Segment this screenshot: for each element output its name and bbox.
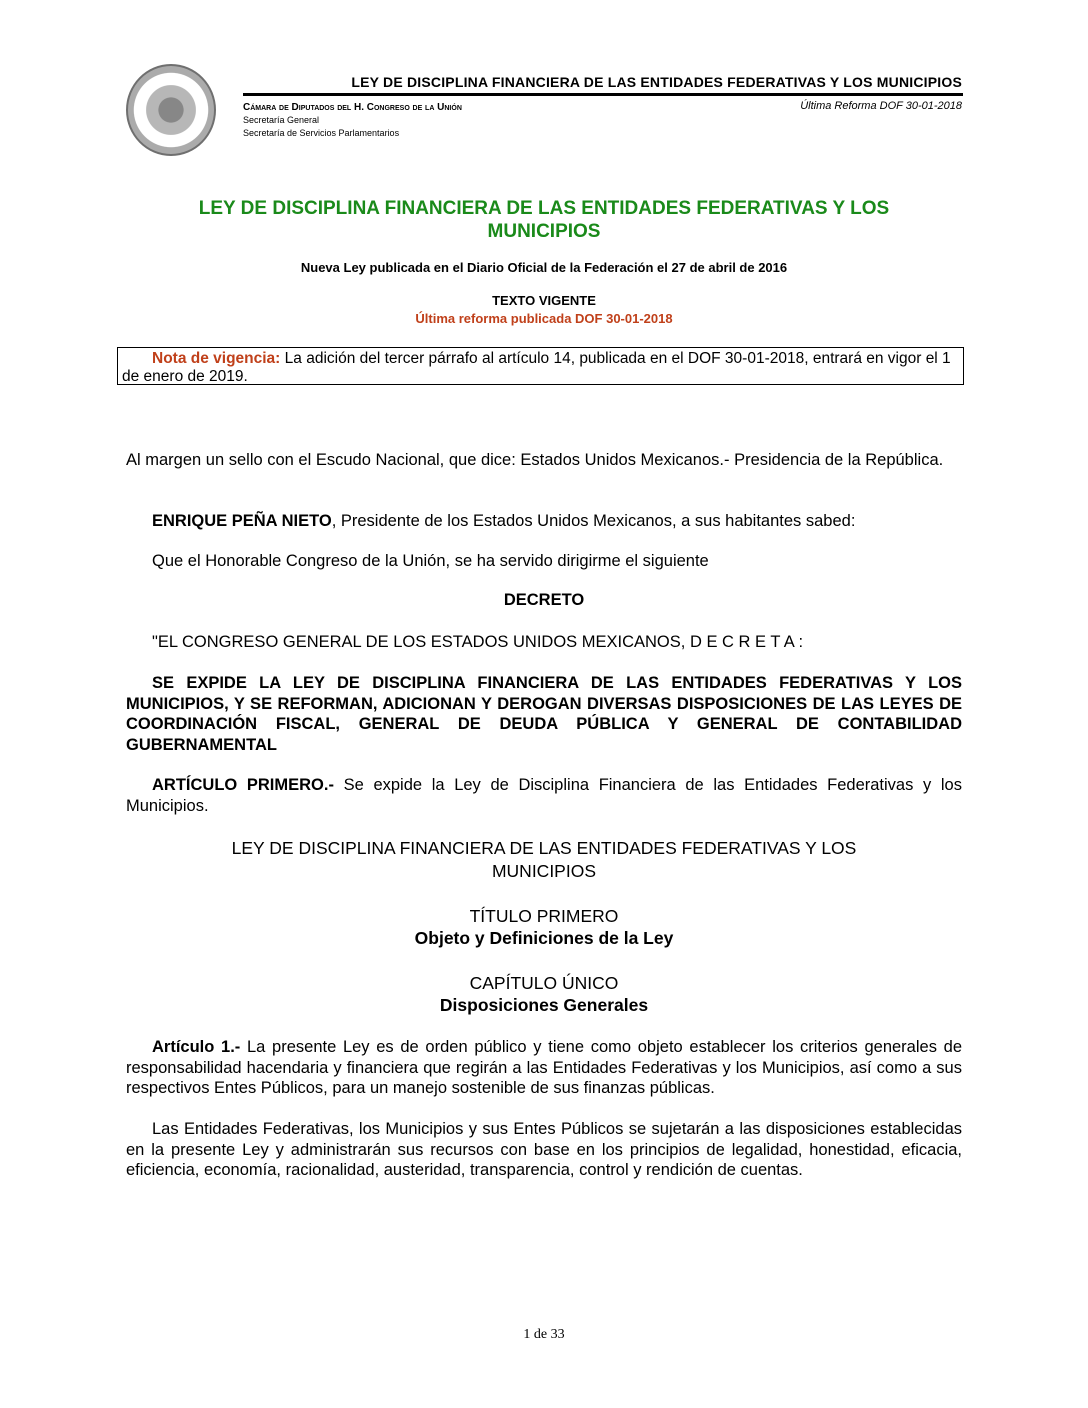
ultima-reforma: Última reforma publicada DOF 30-01-2018 <box>415 311 673 326</box>
header-title: LEY DE DISCIPLINA FINANCIERA DE LAS ENTIDADES FEDERATIVAS Y LOS MUNICIPIOS <box>351 74 962 90</box>
nota-text: La adición del tercer párrafo al artículo 14, publicada en el DOF 30-01-2018, entrará en vigor el 1 de enero de 2019. <box>122 350 951 385</box>
titulo-subheading: Objeto y Definiciones de la Ley <box>414 928 674 948</box>
decreto-heading: DECRETO <box>503 591 585 609</box>
ley-heading-line2: MUNICIPIOS <box>491 861 597 881</box>
enrique-rest: , Presidente de los Estados Unidos Mexicanos, a sus habitantes sabed: <box>331 512 856 530</box>
paragraph-expide: SE EXPIDE LA LEY DE DISCIPLINA FINANCIERA DE LAS ENTIDADES FEDERATIVAS Y LOS MUNICIPIOS, Y SE REFORMAN, ADICIONAN Y DEROGAN DIVERSAS DISPOSICIONES DE LAS LEYES DE COORDINACIÓN FISCAL, GENERAL DE DEUDA PÚBLICA Y GENERAL DE CONTABILIDAD GUBERNAMENTAL <box>126 674 962 754</box>
paragraph-que: Que el Honorable Congreso de la Unión, se ha servido dirigirme el siguiente <box>152 552 709 570</box>
articulo-primero-bold: ARTÍCULO PRIMERO.- <box>152 776 334 794</box>
articulo-primero-rest: Se expide la Ley de Disciplina Financiera de las Entidades Federativas y los Municipios. <box>126 776 962 815</box>
ley-heading-line1: LEY DE DISCIPLINA FINANCIERA DE LAS ENTIDADES FEDERATIVAS Y LOS <box>231 838 857 858</box>
paragraph-congreso: "EL CONGRESO GENERAL DE LOS ESTADOS UNIDOS MEXICANOS, D E C R E T A : <box>152 633 804 651</box>
nota-label: Nota de vigencia: <box>152 350 281 367</box>
national-seal-logo <box>126 64 216 156</box>
enrique-bold: ENRIQUE PEÑA NIETO <box>152 512 332 530</box>
doc-title-line1: LEY DE DISCIPLINA FINANCIERA DE LAS ENTIDADES FEDERATIVAS Y LOS <box>198 198 890 219</box>
paragraph-enrique <box>126 511 962 532</box>
paragraph-articulo-primero <box>126 775 962 816</box>
header-last-reform: Última Reforma DOF 30-01-2018 <box>800 100 962 112</box>
capitulo-heading: CAPÍTULO ÚNICO <box>469 973 619 993</box>
capitulo-subheading: Disposiciones Generales <box>439 995 649 1015</box>
nota-vigencia-box <box>117 347 964 385</box>
doc-title-line2: MUNICIPIOS <box>487 221 601 242</box>
header-secretaria-servicios: Secretaría de Servicios Parlamentarios <box>243 128 400 138</box>
page-number: 1 de 33 <box>523 1327 565 1342</box>
header-secretaria-general: Secretaría General <box>243 115 320 125</box>
paragraph-entidades: Las Entidades Federativas, los Municipios y sus Entes Públicos se sujetarán a las disposiciones establecidas en la presente Ley y administrarán sus recursos con base en los principios de legalidad, honestidad, eficacia, eficiencia, economía, racionalidad, austeridad, transparencia, control y rendición de cuentas. <box>126 1120 962 1179</box>
titulo-heading: TÍTULO PRIMERO <box>469 906 619 926</box>
header-chamber: Cámara de Diputados del H. Congreso de la Unión <box>243 102 462 113</box>
paragraph-articulo-1 <box>126 1037 962 1099</box>
texto-vigente: TEXTO VIGENTE <box>492 293 596 308</box>
articulo-1-rest: La presente Ley es de orden público y tiene como objeto establecer los criterios generales de responsabilidad hacendaria y financiera que regirán a las Entidades Federativas y los Municipios, así como a sus respectivos Entes Públicos, para un manejo sostenible de sus finanzas públicas. <box>126 1038 962 1097</box>
articulo-1-bold: Artículo 1.- <box>152 1038 241 1056</box>
header-rule <box>243 93 963 96</box>
paragraph-margen: Al margen un sello con el Escudo Nacional, que dice: Estados Unidos Mexicanos.- Presidencia de la República. <box>126 451 944 469</box>
publication-note: Nueva Ley publicada en el Diario Oficial de la Federación el 27 de abril de 2016 <box>300 260 788 275</box>
